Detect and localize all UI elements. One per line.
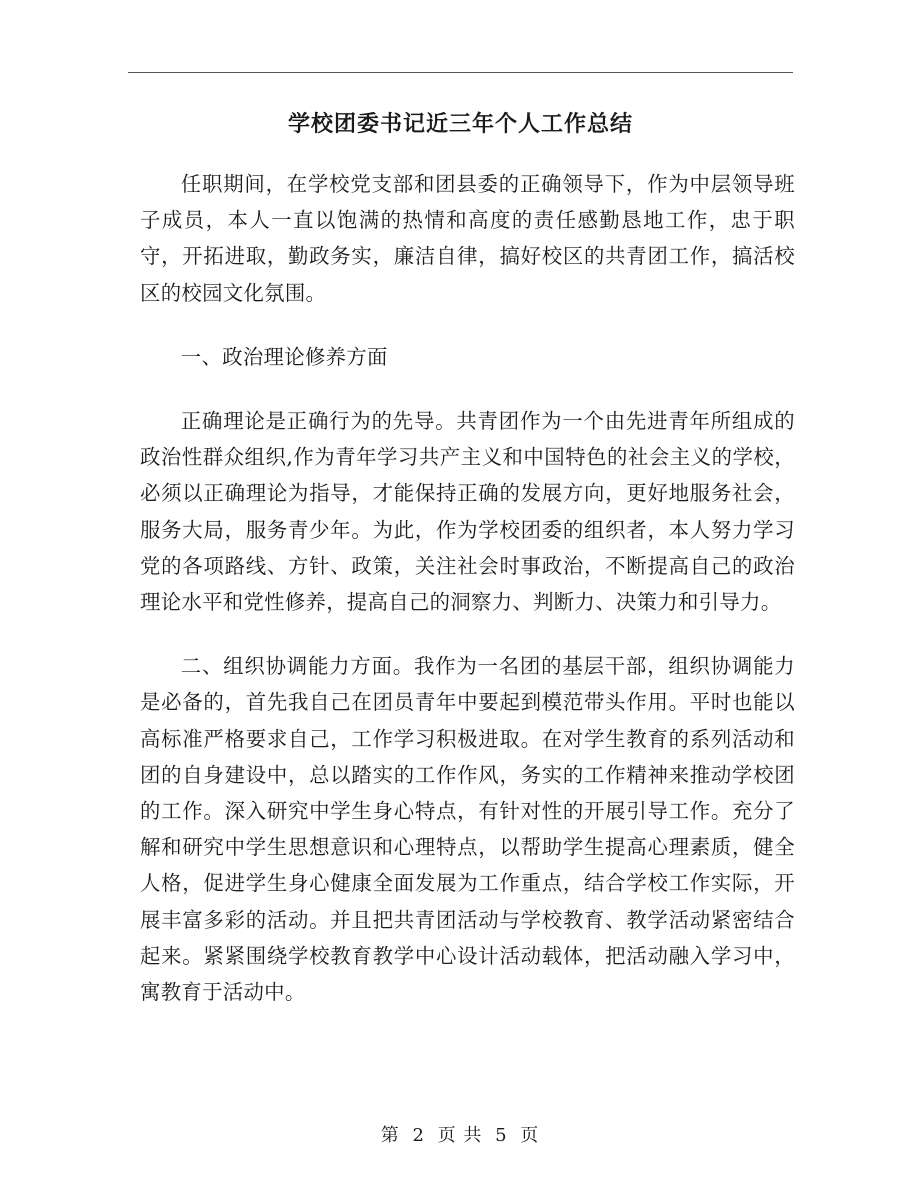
footer-total-pages: 5 — [495, 1125, 508, 1146]
paragraph-political-theory: 正确理论是正确行为的先导。共青团作为一个由先进青年所组成的政治性群众组织,作为青年学习共产主义和中国特色的社会主义的学校，必须以正确理论为指导，才能保持正确的发展方向，更好地服务社会，服务大局，服务青少年。为此，作为学校团委的组织者，本人努力学习党的各项路线、方针、政策，关注社会时事政治，不断提高自己的政治理论水平和党性修养，提高自己的洞察力、判断力、决策力和引导力。 — [140, 409, 795, 615]
footer-current-page: 2 — [412, 1125, 425, 1146]
paragraph-organization-coordination: 二、组织协调能力方面。我作为一名团的基层干部，组织协调能力是必备的，首先我自己在团员青年中要起到模范带头作用。平时也能以高标准严格要求自己，工作学习积极进取。在对学生教育的系列活动和团的自身建设中，总以踏实的工作作风，务实的工作精神来推动学校团的工作。深入研究中学生身心特点，有针对性的开展引导工作。充分了解和研究中学生思想意识和心理特点，以帮助学生提高心理素质，健全人格，促进学生身心健康全面发展为工作重点，结合学校工作实际，开展丰富多彩的活动。并且把共青团活动与学校教育、教学活动紧密结合起来。紧紧围绕学校教育教学中心设计活动载体，把活动融入学习中，寓教育于活动中。 — [140, 654, 795, 1005]
document-body — [140, 166, 795, 1010]
footer-suffix: 页 — [520, 1125, 540, 1146]
paragraph-intro: 任职期间，在学校党支部和团县委的正确领导下，作为中层领导班子成员，本人一直以饱满的热情和高度的责任感勤恳地工作，忠于职守，开拓进取，勤政务实，廉洁自律，搞好校区的共青团工作，搞活校区的校园文化氛围。 — [140, 172, 795, 305]
section-heading-political-theory: 一、政治理论修养方面 — [180, 344, 388, 369]
footer-middle: 页 共 — [437, 1125, 483, 1146]
page-number-footer — [0, 1124, 920, 1148]
document-title: 学校团委书记近三年个人工作总结 — [287, 111, 633, 137]
header-rule — [128, 72, 793, 73]
footer-prefix: 第 — [380, 1125, 400, 1146]
